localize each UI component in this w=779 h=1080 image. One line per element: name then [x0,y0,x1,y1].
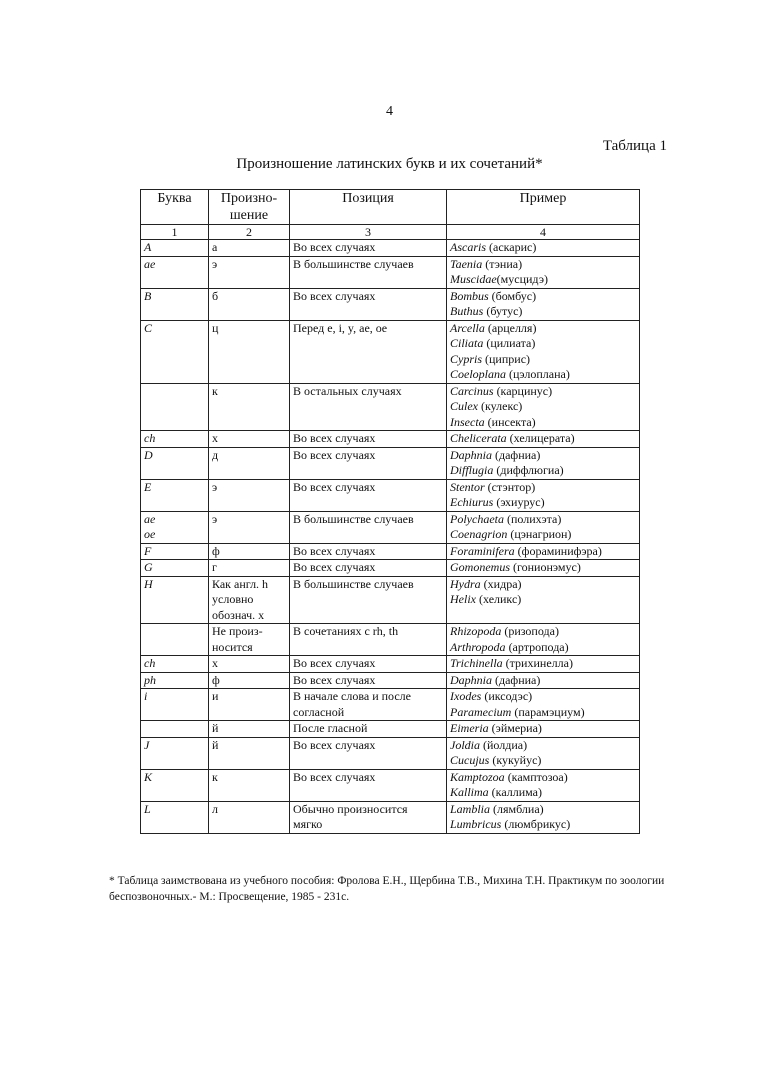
pronunciation-text: ф [212,543,220,558]
latin-name: Arthropoda [450,639,506,654]
pronunciation-cell [209,721,290,738]
letter-cell: A [141,240,209,257]
pronunciation-cell [209,576,290,624]
example-cell [447,801,640,833]
pronunciation-text: х [212,656,218,670]
latin-name: Cucujus [450,753,490,767]
table-row [141,689,640,721]
pronunciation-cell [209,689,290,721]
pronunciation-text: э [212,256,218,271]
header-position: Позиция [290,190,447,225]
position-cell [290,689,447,721]
example-line [450,624,636,640]
table-label: Таблица 1 [602,138,667,154]
latin-name: Rhizopoda [450,624,502,638]
position-text: Во всех случаях [293,560,376,574]
example-line [450,336,636,352]
table-row [141,511,640,543]
latin-name: Coeloplana [450,367,506,381]
example-cell [447,240,640,257]
letter-cell [141,721,209,738]
example-cell [447,721,640,738]
example-line [450,673,636,689]
example-line [450,785,636,801]
russian-transcription: (бутус) [483,304,523,318]
column-number-row [141,225,640,240]
example-line [450,304,636,320]
position-cell [290,288,447,320]
example-line [450,431,636,447]
position-cell [290,431,447,448]
latin-name: Ciliata [450,336,484,350]
table-row [141,737,640,769]
russian-transcription: (хелицерата) [506,431,575,445]
position-text: В начале слова и после [293,689,411,703]
russian-transcription: (карцинус) [493,383,553,398]
pronunciation-text: х [212,431,218,445]
position-text: Во всех случаях [293,543,376,558]
pronunciation-text: ф [212,672,220,687]
latin-name: Joldia [450,737,480,752]
pronunciation-cell [209,543,290,560]
russian-transcription: (тэниа) [482,256,523,271]
example-line [450,738,636,754]
letter-cell: F [141,543,209,560]
pronunciation-cell [209,447,290,479]
latin-name: Taenia [450,256,483,271]
position-cell [290,672,447,689]
page-number: 4 [386,104,393,119]
russian-transcription: (цилиата) [483,336,536,350]
header-example: Пример [447,190,640,225]
pronunciation-text: э [212,511,218,526]
position-text: В большинстве случаев [293,511,414,526]
position-text: Во всех случаях [293,656,376,670]
position-cell [290,801,447,833]
russian-transcription: (стэнтор) [484,479,536,494]
russian-transcription: (кулекс) [478,399,523,413]
position-text: согласной [293,704,345,719]
example-cell [447,560,640,577]
latin-name: Insecta [450,414,485,429]
table-row [141,721,640,738]
table-row [141,256,640,288]
russian-transcription: (арцелля) [484,320,537,335]
latin-name: Paramecium [450,704,512,719]
latin-name: Carcinus [450,383,494,398]
table-row [141,769,640,801]
pronunciation-cell [209,479,290,511]
table-row [141,543,640,560]
example-line [450,753,636,769]
russian-transcription: (эймериа) [488,721,542,735]
russian-transcription: (гонионэмус) [510,560,581,574]
example-line [450,802,636,818]
position-text: В большинстве случаев [293,576,414,591]
example-line [450,384,636,400]
table-row [141,656,640,673]
table-row [141,624,640,656]
position-cell [290,656,447,673]
pronunciation-cell [209,511,290,543]
latin-name: Polychaeta [450,511,504,526]
letter-cell: B [141,288,209,320]
latin-name: Ixodes [450,689,482,703]
example-line [450,640,636,656]
table-row [141,801,640,833]
russian-transcription: (цэлоплана) [506,367,570,381]
pronunciation-cell [209,737,290,769]
example-cell [447,737,640,769]
pronunciation-cell [209,288,290,320]
latin-name: Culex [450,399,478,413]
table-row [141,320,640,383]
example-line [450,560,636,576]
position-cell [290,511,447,543]
letter-cell: ae oe [141,511,209,543]
example-cell [447,383,640,431]
russian-transcription: (полихэта) [503,511,562,526]
example-line [450,272,636,288]
latin-name: Hydra [450,576,481,591]
letter-cell: i [141,689,209,721]
example-cell [447,624,640,656]
russian-transcription: (каллима) [488,785,542,799]
pronunciation-cell [209,431,290,448]
russian-transcription: (хеликс) [476,592,522,606]
example-line [450,480,636,496]
russian-transcription: (камптозоа) [504,769,568,784]
example-line [450,527,636,543]
header-letter: Буква [141,190,209,225]
position-cell [290,320,447,383]
russian-transcription: (ризопода) [501,624,559,638]
latin-name: Muscidae [450,272,497,286]
position-text: Во всех случаях [293,672,376,687]
example-line [450,770,636,786]
position-cell [290,543,447,560]
position-text: Во всех случаях [293,288,376,303]
example-cell [447,769,640,801]
russian-transcription: (фораминифэра) [514,543,602,558]
example-cell [447,543,640,560]
position-cell [290,560,447,577]
latin-name: Cypris [450,351,483,366]
example-line [450,367,636,383]
example-line [450,321,636,337]
example-line [450,399,636,415]
example-cell [447,479,640,511]
pronunciation-text: к [212,769,218,784]
table-row [141,479,640,511]
pronunciation-cell [209,769,290,801]
letter-cell [141,624,209,656]
footnote: * Таблица заимствована из учебного пособия: Фролова Е.Н., Щербина Т.В., Михина Т.Н. Практикум по зоологии беспозвоночных.- М.: Просвещение, 1985 - 231с. [109,875,665,903]
pronunciation-text: а [212,240,218,254]
position-text: Обычно произносится [293,801,408,816]
russian-transcription: (иксодэс) [481,689,533,703]
russian-transcription: (бомбус) [488,288,537,303]
example-line [450,817,636,833]
letter-cell: ph [141,672,209,689]
position-text: Во всех случаях [293,240,376,254]
pronunciation-text: г [212,560,217,574]
position-text: Во всех случаях [293,431,376,445]
russian-transcription: (цэнагрион) [507,527,572,541]
table-row [141,240,640,257]
example-cell [447,511,640,543]
position-cell [290,769,447,801]
latin-name: Buthus [450,304,484,318]
column-number: 4 [447,225,640,240]
position-cell [290,447,447,479]
pronunciation-text: э [212,479,218,494]
example-cell [447,447,640,479]
column-number: 2 [209,225,290,240]
position-text: мягко [293,817,323,831]
pronunciation-cell [209,240,290,257]
table-body [141,240,640,834]
pronunciation-cell [209,656,290,673]
position-cell [290,721,447,738]
table-row [141,431,640,448]
position-cell [290,240,447,257]
position-cell [290,737,447,769]
latin-name: Daphnia [450,447,492,462]
table-row [141,288,640,320]
position-cell [290,576,447,624]
position-text: В остальных случаях [293,383,402,398]
pronunciation-table [140,189,640,834]
example-cell [447,288,640,320]
position-cell [290,624,447,656]
table-row [141,672,640,689]
russian-transcription: (хидра) [480,576,522,591]
table-row [141,447,640,479]
pronunciation-text: й [212,721,219,735]
pronunciation-text: л [212,801,218,816]
latin-name: Bombus [450,288,489,303]
latin-name: Kallima [450,785,489,799]
example-cell [447,576,640,624]
example-cell [447,320,640,383]
latin-name: Difflugia [450,463,494,477]
header-pronunciation: Произно-шение [209,190,290,225]
position-text: Во всех случаях [293,769,376,784]
example-line [450,240,636,256]
pronunciation-cell [209,560,290,577]
example-line [450,495,636,511]
example-line [450,448,636,464]
pronunciation-text: д [212,447,219,462]
example-line [450,689,636,705]
pronunciation-text: условно [212,592,254,606]
pronunciation-text: Не произ- [212,624,263,638]
latin-name: Lamblia [450,801,491,816]
pronunciation-cell [209,383,290,431]
pronunciation-text: к [212,383,218,398]
letter-cell: D [141,447,209,479]
position-text: После гласной [293,721,368,735]
latin-name: Lumbricus [450,817,502,831]
letter-cell: J [141,737,209,769]
pronunciation-text: Как англ. h [212,576,269,591]
russian-transcription: (мусцидэ) [496,272,548,286]
example-line [450,415,636,431]
example-cell [447,256,640,288]
latin-name: Kamptozoa [450,769,505,784]
table-row [141,383,640,431]
russian-transcription: (кукуйус) [489,753,542,767]
pronunciation-text: й [212,737,219,752]
russian-transcription: (циприс) [482,351,531,366]
position-text: Перед e, i, y, ae, oe [293,320,388,335]
example-line [450,544,636,560]
example-line [450,656,636,672]
pronunciation-text: ц [212,320,219,335]
letter-cell: L [141,801,209,833]
header-row [141,190,640,225]
latin-name: Foraminifera [450,543,515,558]
example-cell [447,656,640,673]
pronunciation-text: и [212,689,219,703]
position-cell [290,256,447,288]
latin-name: Helix [450,592,476,606]
russian-transcription: (артропода) [505,639,569,654]
letter-cell: ae [141,256,209,288]
pronunciation-cell [209,320,290,383]
pronunciation-cell [209,672,290,689]
table-row [141,560,640,577]
pronunciation-cell [209,624,290,656]
russian-transcription: (эхиурус) [493,495,545,509]
russian-transcription: (люмбрикус) [501,817,571,831]
letter-cell [141,383,209,431]
letter-cell: C [141,320,209,383]
russian-transcription: (трихинелла) [502,656,573,670]
russian-transcription: (аскарис) [486,240,537,254]
letter-cell: E [141,479,209,511]
russian-transcription: (дафниа) [492,447,541,462]
position-text: Во всех случаях [293,447,376,462]
russian-transcription: (парамэциум) [511,704,585,719]
russian-transcription: (диффлюгиа) [493,463,564,477]
position-cell [290,479,447,511]
pronunciation-cell [209,801,290,833]
table-title: Произношение латинских букв и их сочетаний* [236,156,543,172]
latin-name: Trichinella [450,656,503,670]
position-text: Во всех случаях [293,737,376,752]
russian-transcription: (лямблиа) [490,801,544,816]
example-line [450,577,636,593]
table-row [141,576,640,624]
letter-cell: K [141,769,209,801]
example-line [450,705,636,721]
latin-name: Ascaris [450,240,486,254]
latin-name: Echiurus [450,495,494,509]
pronunciation-text: б [212,288,219,303]
latin-name: Coenagrion [450,527,508,541]
pronunciation-text: носится [212,639,253,654]
latin-name: Stentor [450,479,485,494]
russian-transcription: (дафниа) [492,672,541,687]
letter-cell: ch [141,656,209,673]
letter-cell: ch [141,431,209,448]
example-cell [447,431,640,448]
example-line [450,257,636,273]
example-line [450,463,636,479]
pronunciation-text: обознач. х [212,607,265,622]
latin-name: Gomonemus [450,560,510,574]
example-cell [447,672,640,689]
pronunciation-cell [209,256,290,288]
column-number: 3 [290,225,447,240]
position-text: В сочетаниях с rh, th [293,624,399,638]
position-text: В большинстве случаев [293,256,414,271]
position-text: Во всех случаях [293,479,376,494]
example-line [450,352,636,368]
example-line [450,721,636,737]
example-line [450,592,636,608]
russian-transcription: (йолдиа) [480,737,528,752]
russian-transcription: (инсекта) [484,414,536,429]
latin-name: Chelicerata [450,431,507,445]
latin-name: Daphnia [450,672,492,687]
example-cell [447,689,640,721]
column-number: 1 [141,225,209,240]
position-cell [290,383,447,431]
letter-cell: G [141,560,209,577]
example-line [450,512,636,528]
letter-cell: H [141,576,209,624]
latin-name: Arcella [450,320,485,335]
example-line [450,289,636,305]
latin-name: Eimeria [450,721,489,735]
